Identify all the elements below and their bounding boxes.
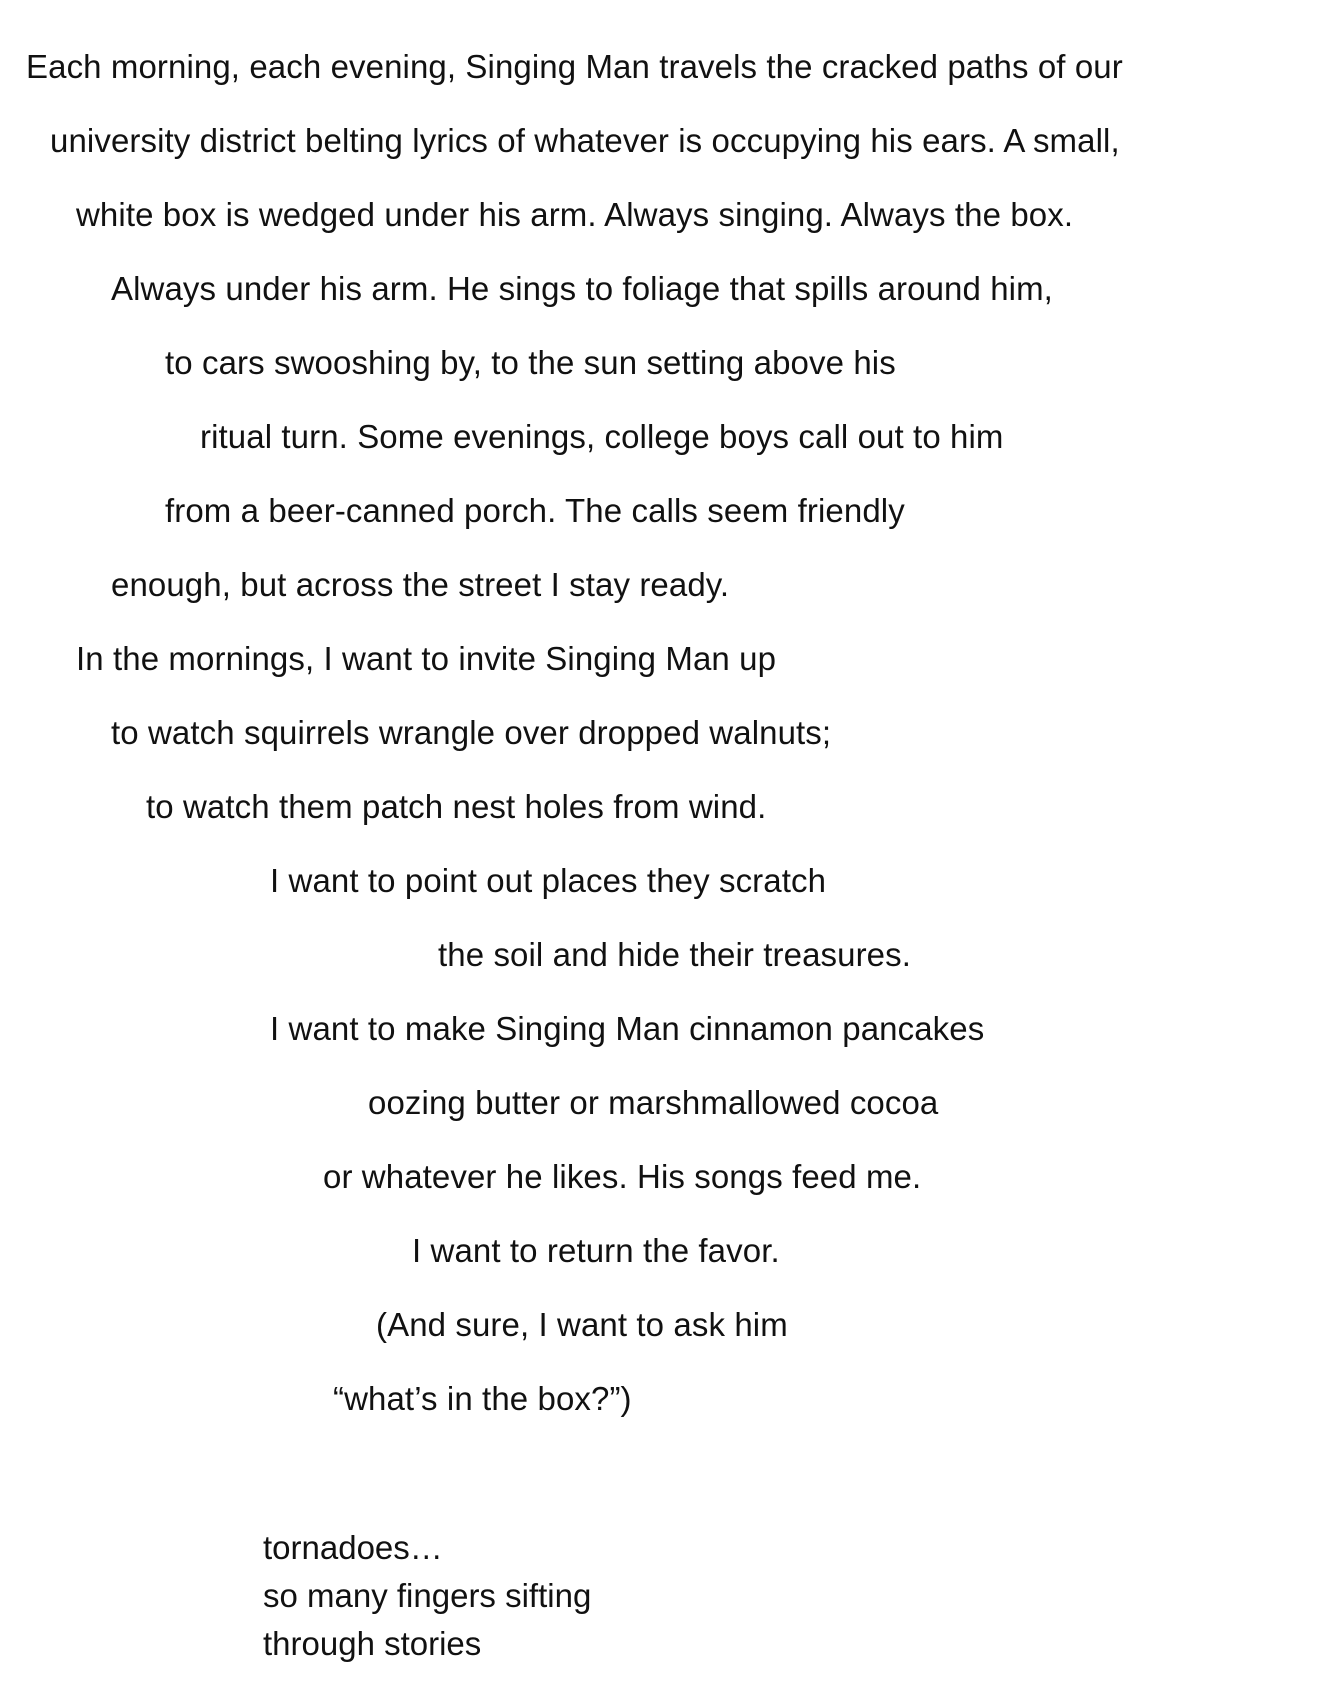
poem-line-12: I want to point out places they scratch xyxy=(270,862,827,899)
poem-line-19: “what’s in the box?”) xyxy=(333,1380,632,1417)
poem-line-18: (And sure, I want to ask him xyxy=(376,1306,788,1343)
poem-line-6: ritual turn. Some evenings, college boys call out to him xyxy=(200,418,1004,455)
haiku-line-3: through stories xyxy=(263,1625,482,1662)
poem-line-10: to watch squirrels wrangle over dropped walnuts; xyxy=(111,714,832,751)
poem-line-13: the soil and hide their treasures. xyxy=(438,936,912,973)
poem-line-15: oozing butter or marshmallowed cocoa xyxy=(368,1084,939,1121)
poem-line-9: In the mornings, I want to invite Singing Man up xyxy=(76,640,777,677)
poem-line-3: white box is wedged under his arm. Always singing. Always the box. xyxy=(76,196,1074,233)
haiku-line-1: tornadoes… xyxy=(263,1529,443,1566)
poem-line-17: I want to return the favor. xyxy=(412,1232,780,1269)
poem-line-5: to cars swooshing by, to the sun setting above his xyxy=(165,344,896,381)
haiku-line-2: so many fingers sifting xyxy=(263,1577,592,1614)
poem-line-8: enough, but across the street I stay ready. xyxy=(111,566,730,603)
poem-line-7: from a beer-canned porch. The calls seem friendly xyxy=(165,492,905,529)
poem-line-11: to watch them patch nest holes from wind. xyxy=(146,788,767,825)
poem-line-14: I want to make Singing Man cinnamon pancakes xyxy=(270,1010,985,1047)
poem-line-1: Each morning, each evening, Singing Man travels the cracked paths of our xyxy=(26,48,1123,85)
haiku-stanza xyxy=(263,1524,591,1668)
poem-line-4: Always under his arm. He sings to foliage that spills around him, xyxy=(111,270,1053,307)
poem-line-16: or whatever he likes. His songs feed me. xyxy=(323,1158,922,1195)
poem-line-2: university district belting lyrics of whatever is occupying his ears. A small, xyxy=(50,122,1120,159)
